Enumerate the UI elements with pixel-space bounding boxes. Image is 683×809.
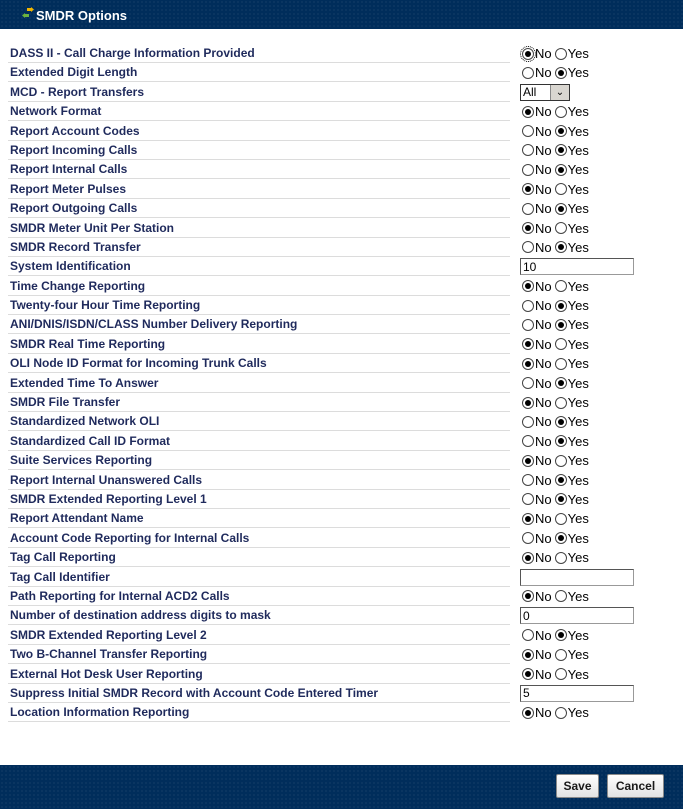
option-row-ani-dnis-isdn-class-number-delivery-reporting — [8, 315, 678, 334]
option-label: Report Outgoing Calls — [10, 201, 138, 216]
radio-no-label[interactable]: No — [535, 550, 552, 566]
option-label: SMDR Record Transfer — [10, 239, 141, 254]
option-control — [520, 102, 590, 121]
option-label: Time Change Reporting — [10, 278, 146, 293]
radio-no[interactable] — [522, 358, 534, 370]
radio-yes-label[interactable]: Yes — [567, 336, 589, 352]
radio-no-label[interactable]: No — [535, 104, 552, 120]
radio-no-label[interactable]: No — [535, 375, 552, 391]
option-row-report-account-codes — [8, 122, 678, 141]
radio-yes[interactable] — [555, 552, 567, 564]
option-row-standardized-network-oli — [8, 412, 678, 431]
option-control — [520, 354, 590, 373]
radio-no-label[interactable]: No — [535, 123, 552, 139]
option-control — [520, 296, 590, 315]
option-label: SMDR Real Time Reporting — [10, 336, 166, 351]
radio-yes[interactable] — [555, 280, 567, 292]
radio-yes-label[interactable]: Yes — [567, 550, 589, 566]
option-label: Report Incoming Calls — [10, 142, 138, 157]
radio-yes[interactable] — [555, 629, 567, 641]
radio-yes-label[interactable]: Yes — [567, 395, 589, 411]
option-control — [520, 83, 570, 102]
option-control — [520, 122, 590, 141]
radio-no-label[interactable]: No — [535, 627, 552, 643]
page-title: SMDR Options — [36, 8, 127, 23]
radio-no[interactable] — [522, 144, 534, 156]
radio-no[interactable] — [522, 552, 534, 564]
radio-no-label[interactable]: No — [535, 317, 552, 333]
radio-no-label[interactable]: No — [535, 453, 552, 469]
option-row-standardized-call-id-format — [8, 432, 678, 451]
radio-no-label[interactable]: No — [535, 530, 552, 546]
option-control — [520, 451, 590, 470]
option-label: System Identification — [10, 259, 131, 274]
radio-no[interactable] — [522, 397, 534, 409]
radio-yes-label[interactable]: Yes — [567, 472, 589, 488]
radio-yes-label[interactable]: Yes — [567, 530, 589, 546]
option-control — [520, 568, 634, 587]
option-control — [520, 180, 590, 199]
radio-no-label[interactable]: No — [535, 162, 552, 178]
select-value: All — [523, 84, 537, 99]
radio-no-label[interactable]: No — [535, 472, 552, 488]
option-label: Suite Services Reporting — [10, 453, 153, 468]
radio-no-label[interactable]: No — [535, 201, 552, 217]
option-control — [520, 645, 590, 664]
radio-no[interactable] — [522, 300, 534, 312]
radio-yes-label[interactable]: Yes — [567, 317, 589, 333]
radio-no[interactable] — [522, 513, 534, 525]
radio-no[interactable] — [522, 493, 534, 505]
option-row-suppress-initial-smdr-record-with-account-code-entered-timer — [8, 684, 678, 703]
radio-yes-label[interactable]: Yes — [567, 298, 589, 314]
radio-yes[interactable] — [555, 338, 567, 350]
radio-no[interactable] — [522, 222, 534, 234]
chevron-down-icon[interactable]: ⌄ — [550, 85, 569, 100]
radio-no-label[interactable]: No — [535, 278, 552, 294]
option-label: Network Format — [10, 104, 102, 119]
radio-no[interactable] — [522, 125, 534, 137]
option-label: Standardized Network OLI — [10, 414, 160, 429]
radio-no[interactable] — [522, 629, 534, 641]
option-row-smdr-meter-unit-per-station — [8, 219, 678, 238]
option-label: Report Internal Unanswered Calls — [10, 472, 203, 487]
radio-no-label[interactable]: No — [535, 142, 552, 158]
option-label: Two B-Channel Transfer Reporting — [10, 647, 208, 662]
radio-yes[interactable] — [555, 144, 567, 156]
text-input-tag-call-identifier[interactable] — [520, 569, 634, 586]
option-row-report-internal-calls — [8, 160, 678, 179]
radio-yes[interactable] — [555, 532, 567, 544]
radio-no[interactable] — [522, 649, 534, 661]
radio-yes[interactable] — [555, 106, 567, 118]
option-label: Twenty-four Hour Time Reporting — [10, 298, 201, 313]
option-row-system-identification — [8, 257, 678, 276]
radio-no-label[interactable]: No — [535, 511, 552, 527]
option-control — [520, 509, 590, 528]
radio-no[interactable] — [522, 416, 534, 428]
option-label: External Hot Desk User Reporting — [10, 666, 203, 681]
radio-no-label[interactable]: No — [535, 647, 552, 663]
radio-yes[interactable] — [555, 493, 567, 505]
option-row-twenty-four-hour-time-reporting — [8, 296, 678, 315]
option-label: Path Reporting for Internal ACD2 Calls — [10, 588, 230, 603]
option-row-account-code-reporting-for-internal-calls — [8, 529, 678, 548]
option-row-report-incoming-calls — [8, 141, 678, 160]
radio-no[interactable] — [522, 590, 534, 602]
radio-yes-label[interactable]: Yes — [567, 627, 589, 643]
save-button[interactable]: Save — [556, 774, 599, 798]
radio-yes[interactable] — [555, 397, 567, 409]
option-label: Extended Time To Answer — [10, 375, 159, 390]
radio-yes-label[interactable]: Yes — [567, 201, 589, 217]
option-label: Number of destination address digits to mask — [10, 608, 271, 623]
radio-no-label[interactable]: No — [535, 588, 552, 604]
option-label: SMDR Meter Unit Per Station — [10, 220, 175, 235]
option-row-smdr-extended-reporting-level-2 — [8, 626, 678, 645]
radio-no[interactable] — [522, 164, 534, 176]
radio-yes-label[interactable]: Yes — [567, 414, 589, 430]
radio-no-label[interactable]: No — [535, 433, 552, 449]
arrows-exchange-icon — [21, 7, 35, 19]
radio-yes[interactable] — [555, 125, 567, 137]
option-control — [520, 529, 590, 548]
option-label: Report Attendant Name — [10, 511, 144, 526]
option-label: SMDR Extended Reporting Level 2 — [10, 627, 207, 642]
option-row-oli-node-id-format-for-incoming-trunk-calls — [8, 354, 678, 373]
radio-yes[interactable] — [555, 300, 567, 312]
radio-yes-label[interactable]: Yes — [567, 666, 589, 682]
option-row-network-format — [8, 102, 678, 121]
option-control — [520, 684, 634, 703]
option-label: SMDR Extended Reporting Level 1 — [10, 491, 207, 506]
radio-yes[interactable] — [555, 649, 567, 661]
radio-yes[interactable] — [555, 67, 567, 79]
option-row-report-internal-unanswered-calls — [8, 471, 678, 490]
option-control — [520, 199, 590, 218]
radio-yes-label[interactable]: Yes — [567, 220, 589, 236]
radio-yes[interactable] — [555, 358, 567, 370]
option-row-path-reporting-for-internal-acd2-calls — [8, 587, 678, 606]
radio-yes[interactable] — [555, 474, 567, 486]
option-control — [520, 548, 590, 567]
radio-yes-label[interactable]: Yes — [567, 142, 589, 158]
option-control — [520, 393, 590, 412]
option-row-mcd-report-transfers — [8, 83, 678, 102]
radio-yes[interactable] — [555, 377, 567, 389]
option-row-dass-ii-call-charge-information-provided — [8, 44, 678, 63]
radio-yes-label[interactable]: Yes — [567, 181, 589, 197]
option-row-time-change-reporting — [8, 277, 678, 296]
report-transfers-select[interactable] — [520, 84, 570, 101]
radio-no[interactable] — [522, 474, 534, 486]
option-row-extended-digit-length — [8, 63, 678, 82]
option-row-report-outgoing-calls — [8, 199, 678, 218]
radio-no-label[interactable]: No — [535, 239, 552, 255]
option-control — [520, 277, 590, 296]
radio-yes-label[interactable]: Yes — [567, 647, 589, 663]
radio-yes-label[interactable]: Yes — [567, 65, 589, 81]
option-label: Tag Call Identifier — [10, 569, 110, 584]
option-control — [520, 412, 590, 431]
radio-no[interactable] — [522, 668, 534, 680]
option-row-smdr-real-time-reporting — [8, 335, 678, 354]
option-control — [520, 374, 590, 393]
option-row-smdr-extended-reporting-level-1 — [8, 490, 678, 509]
radio-yes-label[interactable]: Yes — [567, 705, 589, 721]
option-row-extended-time-to-answer — [8, 374, 678, 393]
radio-yes-label[interactable]: Yes — [567, 46, 589, 61]
option-control — [520, 44, 590, 63]
radio-yes-label[interactable]: Yes — [567, 239, 589, 255]
radio-yes[interactable] — [555, 183, 567, 195]
option-row-smdr-record-transfer — [8, 238, 678, 257]
option-control — [520, 63, 590, 82]
radio-no[interactable] — [522, 532, 534, 544]
radio-yes[interactable] — [555, 222, 567, 234]
option-label: Extended Digit Length — [10, 65, 138, 80]
radio-no[interactable] — [522, 338, 534, 350]
radio-yes[interactable] — [555, 48, 567, 60]
radio-no[interactable] — [522, 183, 534, 195]
radio-no-label[interactable]: No — [535, 65, 552, 81]
option-label: Suppress Initial SMDR Record with Account Code Entered Timer — [10, 685, 379, 700]
option-control — [520, 490, 590, 509]
option-control — [520, 160, 590, 179]
option-control — [520, 626, 590, 645]
radio-no[interactable] — [522, 455, 534, 467]
radio-no-label[interactable]: No — [535, 46, 552, 61]
radio-yes-label[interactable]: Yes — [567, 356, 589, 372]
option-control — [520, 665, 590, 684]
radio-no[interactable] — [522, 67, 534, 79]
row-divider — [8, 721, 510, 722]
options-table — [8, 44, 678, 723]
radio-yes[interactable] — [555, 668, 567, 680]
radio-yes-label[interactable]: Yes — [567, 104, 589, 120]
option-control — [520, 471, 590, 490]
radio-yes[interactable] — [555, 707, 567, 719]
radio-yes-label[interactable]: Yes — [567, 588, 589, 604]
option-control — [520, 432, 590, 451]
option-control — [520, 238, 590, 257]
option-label: SMDR File Transfer — [10, 395, 121, 410]
radio-yes-label[interactable]: Yes — [567, 511, 589, 527]
radio-no[interactable] — [522, 435, 534, 447]
option-control — [520, 219, 590, 238]
radio-no-label[interactable]: No — [535, 395, 552, 411]
radio-no-label[interactable]: No — [535, 336, 552, 352]
radio-yes-label[interactable]: Yes — [567, 123, 589, 139]
option-label: Report Internal Calls — [10, 162, 128, 177]
radio-no-label[interactable]: No — [535, 491, 552, 507]
radio-yes[interactable] — [555, 319, 567, 331]
radio-yes[interactable] — [555, 455, 567, 467]
radio-yes[interactable] — [555, 164, 567, 176]
radio-no[interactable] — [522, 48, 534, 60]
cancel-button[interactable]: Cancel — [607, 774, 664, 798]
radio-yes[interactable] — [555, 435, 567, 447]
option-row-number-of-destination-address-digits-to-mask — [8, 606, 678, 625]
option-label: Standardized Call ID Format — [10, 433, 171, 448]
option-row-two-b-channel-transfer-reporting — [8, 645, 678, 664]
radio-no[interactable] — [522, 319, 534, 331]
radio-yes[interactable] — [555, 416, 567, 428]
radio-no[interactable] — [522, 280, 534, 292]
option-label: MCD - Report Transfers — [10, 84, 145, 99]
radio-no[interactable] — [522, 707, 534, 719]
option-control — [520, 335, 590, 354]
option-row-report-meter-pulses — [8, 180, 678, 199]
option-control — [520, 315, 590, 334]
radio-no-label[interactable]: No — [535, 666, 552, 682]
option-control — [520, 606, 634, 625]
option-row-tag-call-reporting — [8, 548, 678, 567]
radio-no-label[interactable]: No — [535, 181, 552, 197]
radio-no-label[interactable]: No — [535, 298, 552, 314]
option-control — [520, 703, 590, 722]
text-input-system-identification[interactable] — [520, 258, 634, 275]
radio-yes[interactable] — [555, 513, 567, 525]
option-row-tag-call-identifier — [8, 568, 678, 587]
radio-no-label[interactable]: No — [535, 220, 552, 236]
option-row-external-hot-desk-user-reporting — [8, 665, 678, 684]
radio-yes[interactable] — [555, 590, 567, 602]
radio-yes-label[interactable]: Yes — [567, 453, 589, 469]
radio-no[interactable] — [522, 106, 534, 118]
radio-no-label[interactable]: No — [535, 705, 552, 721]
option-row-report-attendant-name — [8, 509, 678, 528]
option-label: Report Account Codes — [10, 123, 140, 138]
radio-yes[interactable] — [555, 203, 567, 215]
radio-yes-label[interactable]: Yes — [567, 491, 589, 507]
option-row-suite-services-reporting — [8, 451, 678, 470]
option-label: Tag Call Reporting — [10, 550, 116, 565]
option-label: DASS II - Call Charge Information Provided — [10, 46, 255, 60]
option-label: Report Meter Pulses — [10, 181, 127, 196]
option-label: Account Code Reporting for Internal Calls — [10, 530, 250, 545]
radio-no-label[interactable]: No — [535, 356, 552, 372]
option-control — [520, 587, 590, 606]
header-bar — [0, 0, 683, 29]
option-label: Location Information Reporting — [10, 705, 190, 720]
radio-no[interactable] — [522, 241, 534, 253]
option-label: ANI/DNIS/ISDN/CLASS Number Delivery Reporting — [10, 317, 298, 332]
text-input-number-of-destination-address-digits-to-mask[interactable] — [520, 607, 634, 624]
option-control — [520, 257, 634, 276]
footer-bar — [0, 765, 683, 809]
radio-yes-label[interactable]: Yes — [567, 278, 589, 294]
text-input-suppress-initial-smdr-record-with-account-code-entered-timer[interactable] — [520, 685, 634, 702]
option-row-smdr-file-transfer — [8, 393, 678, 412]
radio-yes-label[interactable]: Yes — [567, 162, 589, 178]
option-row-location-information-reporting — [8, 703, 678, 722]
radio-yes-label[interactable]: Yes — [567, 375, 589, 391]
option-control — [520, 141, 590, 160]
radio-no[interactable] — [522, 377, 534, 389]
radio-yes-label[interactable]: Yes — [567, 433, 589, 449]
radio-no-label[interactable]: No — [535, 414, 552, 430]
option-label: OLI Node ID Format for Incoming Trunk Calls — [10, 356, 267, 371]
radio-yes[interactable] — [555, 241, 567, 253]
radio-no[interactable] — [522, 203, 534, 215]
